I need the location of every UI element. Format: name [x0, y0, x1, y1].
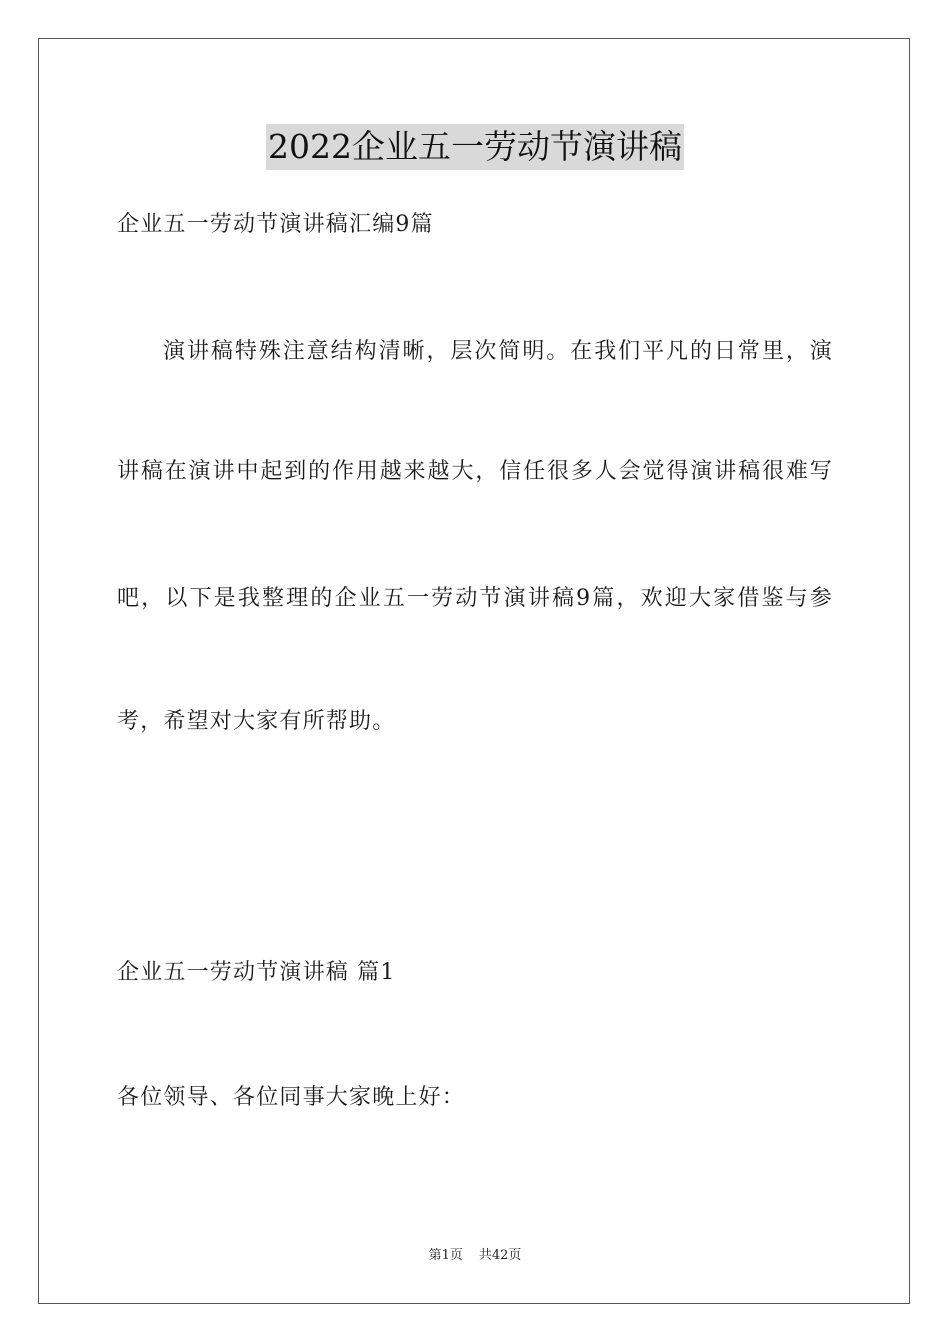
intro-line-3: 吧，以下是我整理的企业五一劳动节演讲稿9篇，欢迎大家借鉴与参 — [117, 586, 833, 611]
intro-line-4: 考，希望对大家有所帮助。 — [117, 709, 396, 734]
page-number: 第1页 — [428, 1248, 463, 1263]
title-container — [0, 124, 950, 170]
page-title: 2022企业五一劳动节演讲稿 — [266, 124, 684, 170]
section-heading: 企业五一劳动节演讲稿 篇1 — [117, 960, 396, 985]
greeting-line: 各位领导、各位同事大家晚上好： — [117, 1085, 466, 1110]
page-footer — [0, 1247, 950, 1265]
intro-line-2: 讲稿在演讲中起到的作用越来越大，信任很多人会觉得演讲稿很难写 — [117, 459, 833, 484]
document-subtitle: 企业五一劳动节演讲稿汇编9篇 — [117, 212, 434, 237]
page-total: 共42页 — [478, 1248, 522, 1263]
intro-line-1: 演讲稿特殊注意结构清晰，层次简明。在我们平凡的日常里，演 — [163, 339, 833, 364]
